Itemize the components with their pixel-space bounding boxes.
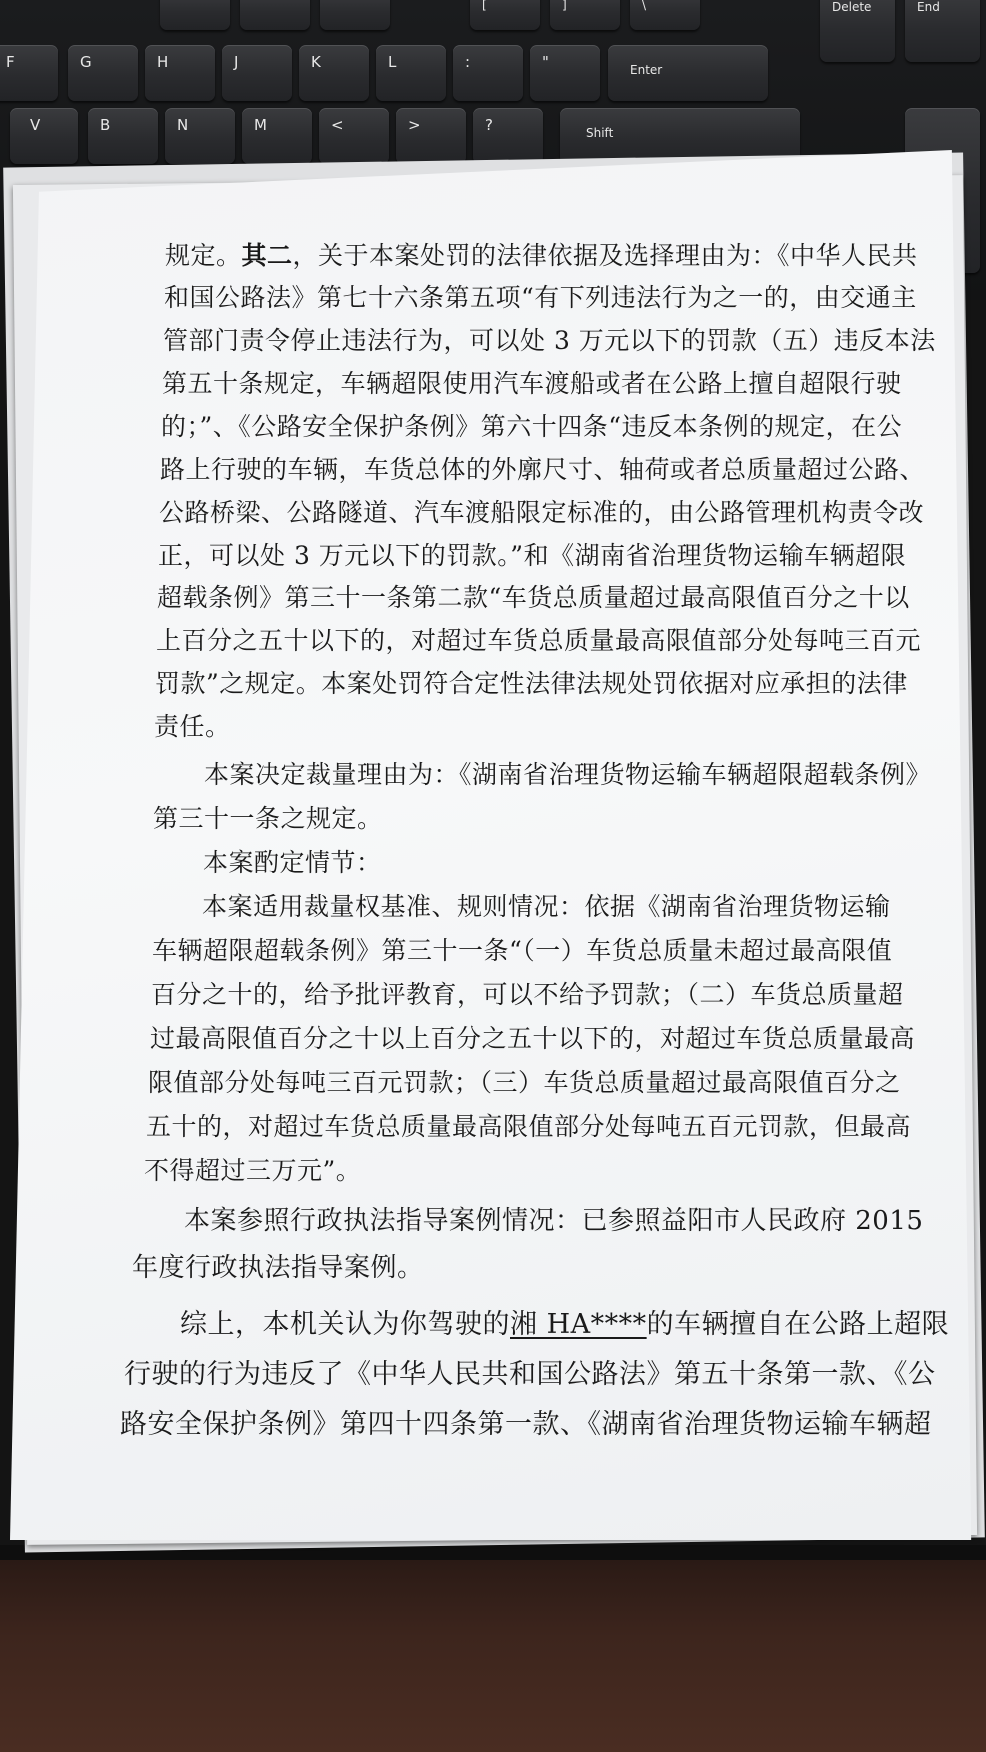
text-line: 过最高限值百分之十以上百分之五十以下的，对超过车货总质量最高 [150,1024,916,1053]
key-label: N [177,116,189,134]
text-line: 行驶的行为违反了《中华人民共和国公路法》第五十条第一款、《公 [124,1359,936,1390]
license-plate: 湘 HA**** [510,1309,647,1340]
text-line: 本案决定裁量理由为：《湖南省治理货物运输车辆超限超载条例》 [204,760,932,789]
key-label: M [254,116,267,134]
text-line: 的车辆擅自在公路上超限 [646,1309,950,1340]
text-line: 车辆超限超载条例》第三十一条“（一）车货总质量未超过最高限值 [152,936,893,965]
key-label: Enter [630,63,663,77]
text-line: 第三十一条之规定。 [153,804,383,833]
key-label: [ [482,0,487,12]
text-line: 管部门责令停止违法行为，可以处 3 万元以下的罚款（五）违反本法 [163,326,936,355]
key-label: Delete [832,0,872,14]
bold-text: 其二 [241,241,293,270]
key-label: ] [562,0,567,12]
text-line: 上百分之五十以下的，对超过车货总质量最高限值部分处每吨三百元 [156,626,922,655]
text-line: 年度行政执法指导案例。 [132,1253,424,1283]
text-line: 路安全保护条例》第四十四条第一款、《湖南省治理货物运输车辆超 [120,1409,932,1440]
text-line: 责任。 [154,712,231,741]
text-line: ，关于本案处罚的法律依据及选择理由为：《中华人民共 [292,241,918,270]
key-label: ? [485,116,493,134]
text-line: 本案适用裁量权基准、规则情况：依据《湖南省治理货物运输 [202,892,891,921]
text-line: 限值部分处每吨三百元罚款；（三）车货总质量超过最高限值百分之 [148,1068,901,1097]
key-label: > [408,116,421,134]
text-line: 本案酌定情节： [203,848,382,877]
key-label: L [388,53,397,71]
text-line: 百分之十的，给予批评教育，可以不给予罚款；（二）车货总质量超 [151,980,904,1009]
key-label: G [80,53,92,71]
key-label: F [6,53,15,71]
key-label: B [100,116,111,134]
key-label: End [917,0,940,14]
text-line: 综上，本机关认为你驾驶的 [180,1309,510,1340]
key-label: K [311,53,321,71]
key-label: : [465,53,471,71]
key-label: < [331,116,344,134]
text-line [165,236,918,272]
text-line: 罚款”之规定。本案处罚符合定性法律法规处罚依据对应承担的法律 [155,669,908,698]
text-line: 路上行驶的车辆，车货总体的外廓尺寸、轴荷或者总质量超过公路、 [160,455,926,484]
key-label: " [542,53,549,71]
text-line [180,1302,949,1341]
text-line: 超载条例》第三十一条第二款“车货总质量超过最高限值百分之十以 [157,583,910,612]
text-line: 正，可以处 3 万元以下的罚款。”和《湖南省治理货物运输车辆超限 [158,541,907,570]
text-line: 不得超过三万元”。 [144,1156,362,1185]
text-line: 的；”、《公路安全保护条例》第六十四条“违反本条例的规定，在公 [161,412,903,441]
text-line: 五十的，对超过车货总质量最高限值部分处每吨五百元罚款，但最高 [146,1112,912,1141]
key-label: J [234,53,239,71]
text-line: 规定。 [165,241,242,270]
text-line: 第五十条规定，车辆超限使用汽车渡船或者在公路上擅自超限行驶 [162,369,902,398]
text-line: 公路桥梁、公路隧道、汽车渡船限定标准的，由公路管理机构责令改 [159,498,925,527]
text-line: 和国公路法》第七十六条第五项“有下列违法行为之一的，由交通主 [164,283,917,312]
key-label: V [30,116,41,134]
text-line: 本案参照行政执法指导案例情况：已参照益阳市人民政府 2015 [184,1206,924,1236]
key-label: Shift [586,126,614,140]
key-label: H [157,53,169,71]
key-label: \ [642,0,647,12]
